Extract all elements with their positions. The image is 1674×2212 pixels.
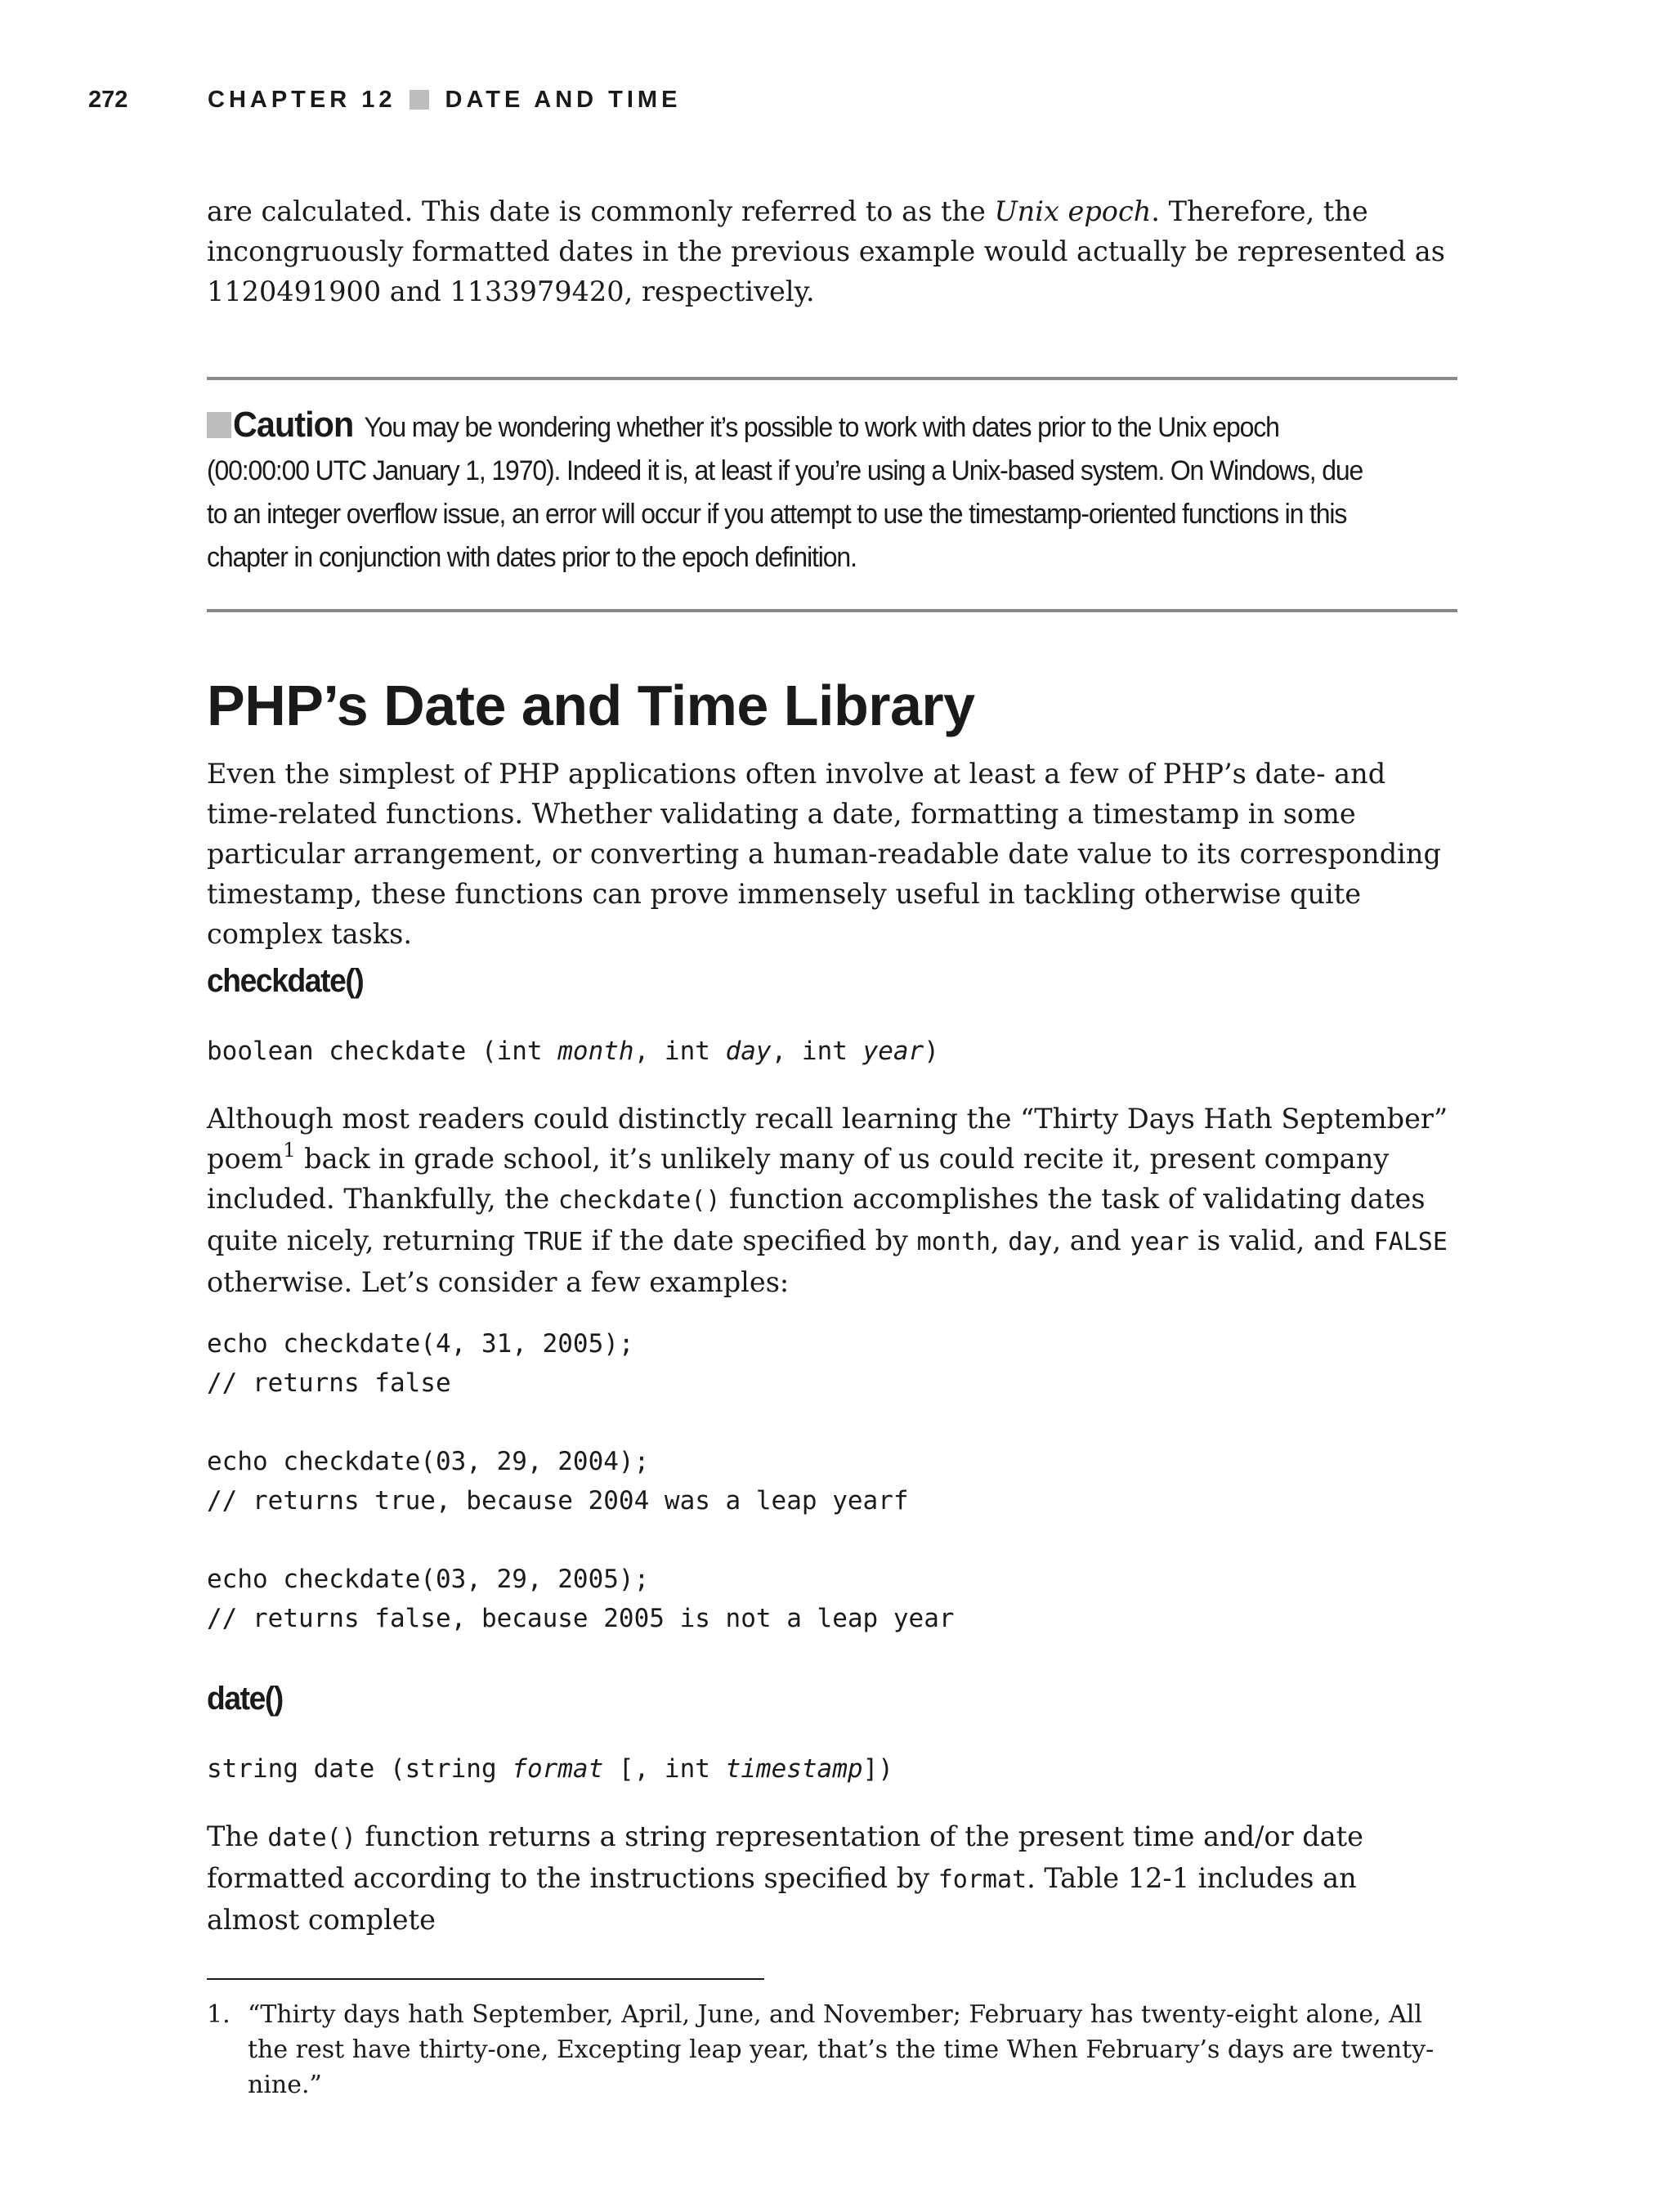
date-paragraph: The date() function returns a string representation of the present time and/or date formatted according to the instructions specified by format. Table 12-1 includes an almost complete — [207, 1820, 1363, 1936]
date-signature: string date (string format [, int timestamp]) — [207, 1754, 893, 1784]
caution-note — [207, 377, 1457, 612]
footnote-number: 1. — [207, 2000, 231, 2029]
running-header — [88, 82, 681, 118]
page-number: 272 — [88, 86, 128, 113]
chapter-title: DATE AND TIME — [445, 86, 682, 113]
unix-epoch-term: Unix epoch — [994, 195, 1152, 227]
section-heading: PHP’s Date and Time Library — [207, 674, 975, 737]
footnote — [207, 1997, 1457, 2102]
checkdate-heading: checkdate() — [207, 963, 364, 999]
caution-text: You may be wondering whether it’s possible to work with dates prior to the Unix epoch (00:00:00 UTC January 1, 1970). Indeed it is, at least if you’re using a Unix-based system. On Windows, due to an integer overflow issue, an error will occur if you attempt to use the timestamp-oriented functions in this chapter in conjunction with dates prior to the epoch definition. — [207, 412, 1363, 573]
intro-paragraph: are calculated. This date is commonly referred to as the Unix epoch. Therefore, the incongruously formatted dates in the previous example would actually be represented as 1120491900 and 1133979420, respectively. — [207, 195, 1445, 307]
footnote-divider — [207, 1978, 764, 1980]
section-paragraph: Even the simplest of PHP applications often involve at least a few of PHP’s date- and time-related functions. Whether validating a date, formatting a timestamp in some particular arrangement, or converting a human-readable date value to its corresponding timestamp, these functions can prove immensely useful in tackling otherwise quite complex tasks. — [207, 758, 1441, 950]
header-square-icon — [410, 90, 429, 110]
checkdate-signature: boolean checkdate (int month, int day, int year) — [207, 1037, 939, 1066]
caution-label: Caution — [232, 405, 354, 445]
checkdate-paragraph: Although most readers could distinctly recall learning the “Thirty Days Hath September” poem$^1$ back in grade school, it’s unlikely many of us could recite it, present company included. Thankfully, the checkdate() function accomplishes the task of validating dates quite nicely, returning TRUE if the date specified by month, day, and year is valid, and FALSE otherwise. Let’s consider a few examples: — [207, 1103, 1448, 1298]
caution-square-icon — [207, 412, 231, 438]
checkdate-code-example: echo checkdate(4, 31, 2005); // returns false echo checkdate(03, 29, 2004); // returns true, because 2004 was a leap yearf echo checkdate(03, 29, 2005); // returns false, because 2005 is not a leap year — [207, 1329, 955, 1633]
footnote-text: “Thirty days hath September, April, June, and November; February has twenty-eight alone, All the rest have thirty-one, Excepting leap year, that’s the time When February’s days are twenty-nine.” — [248, 2000, 1435, 2099]
chapter-label: CHAPTER 12 — [208, 86, 396, 113]
footnote-ref: 1 — [283, 1139, 296, 1162]
date-heading: date() — [207, 1681, 283, 1717]
